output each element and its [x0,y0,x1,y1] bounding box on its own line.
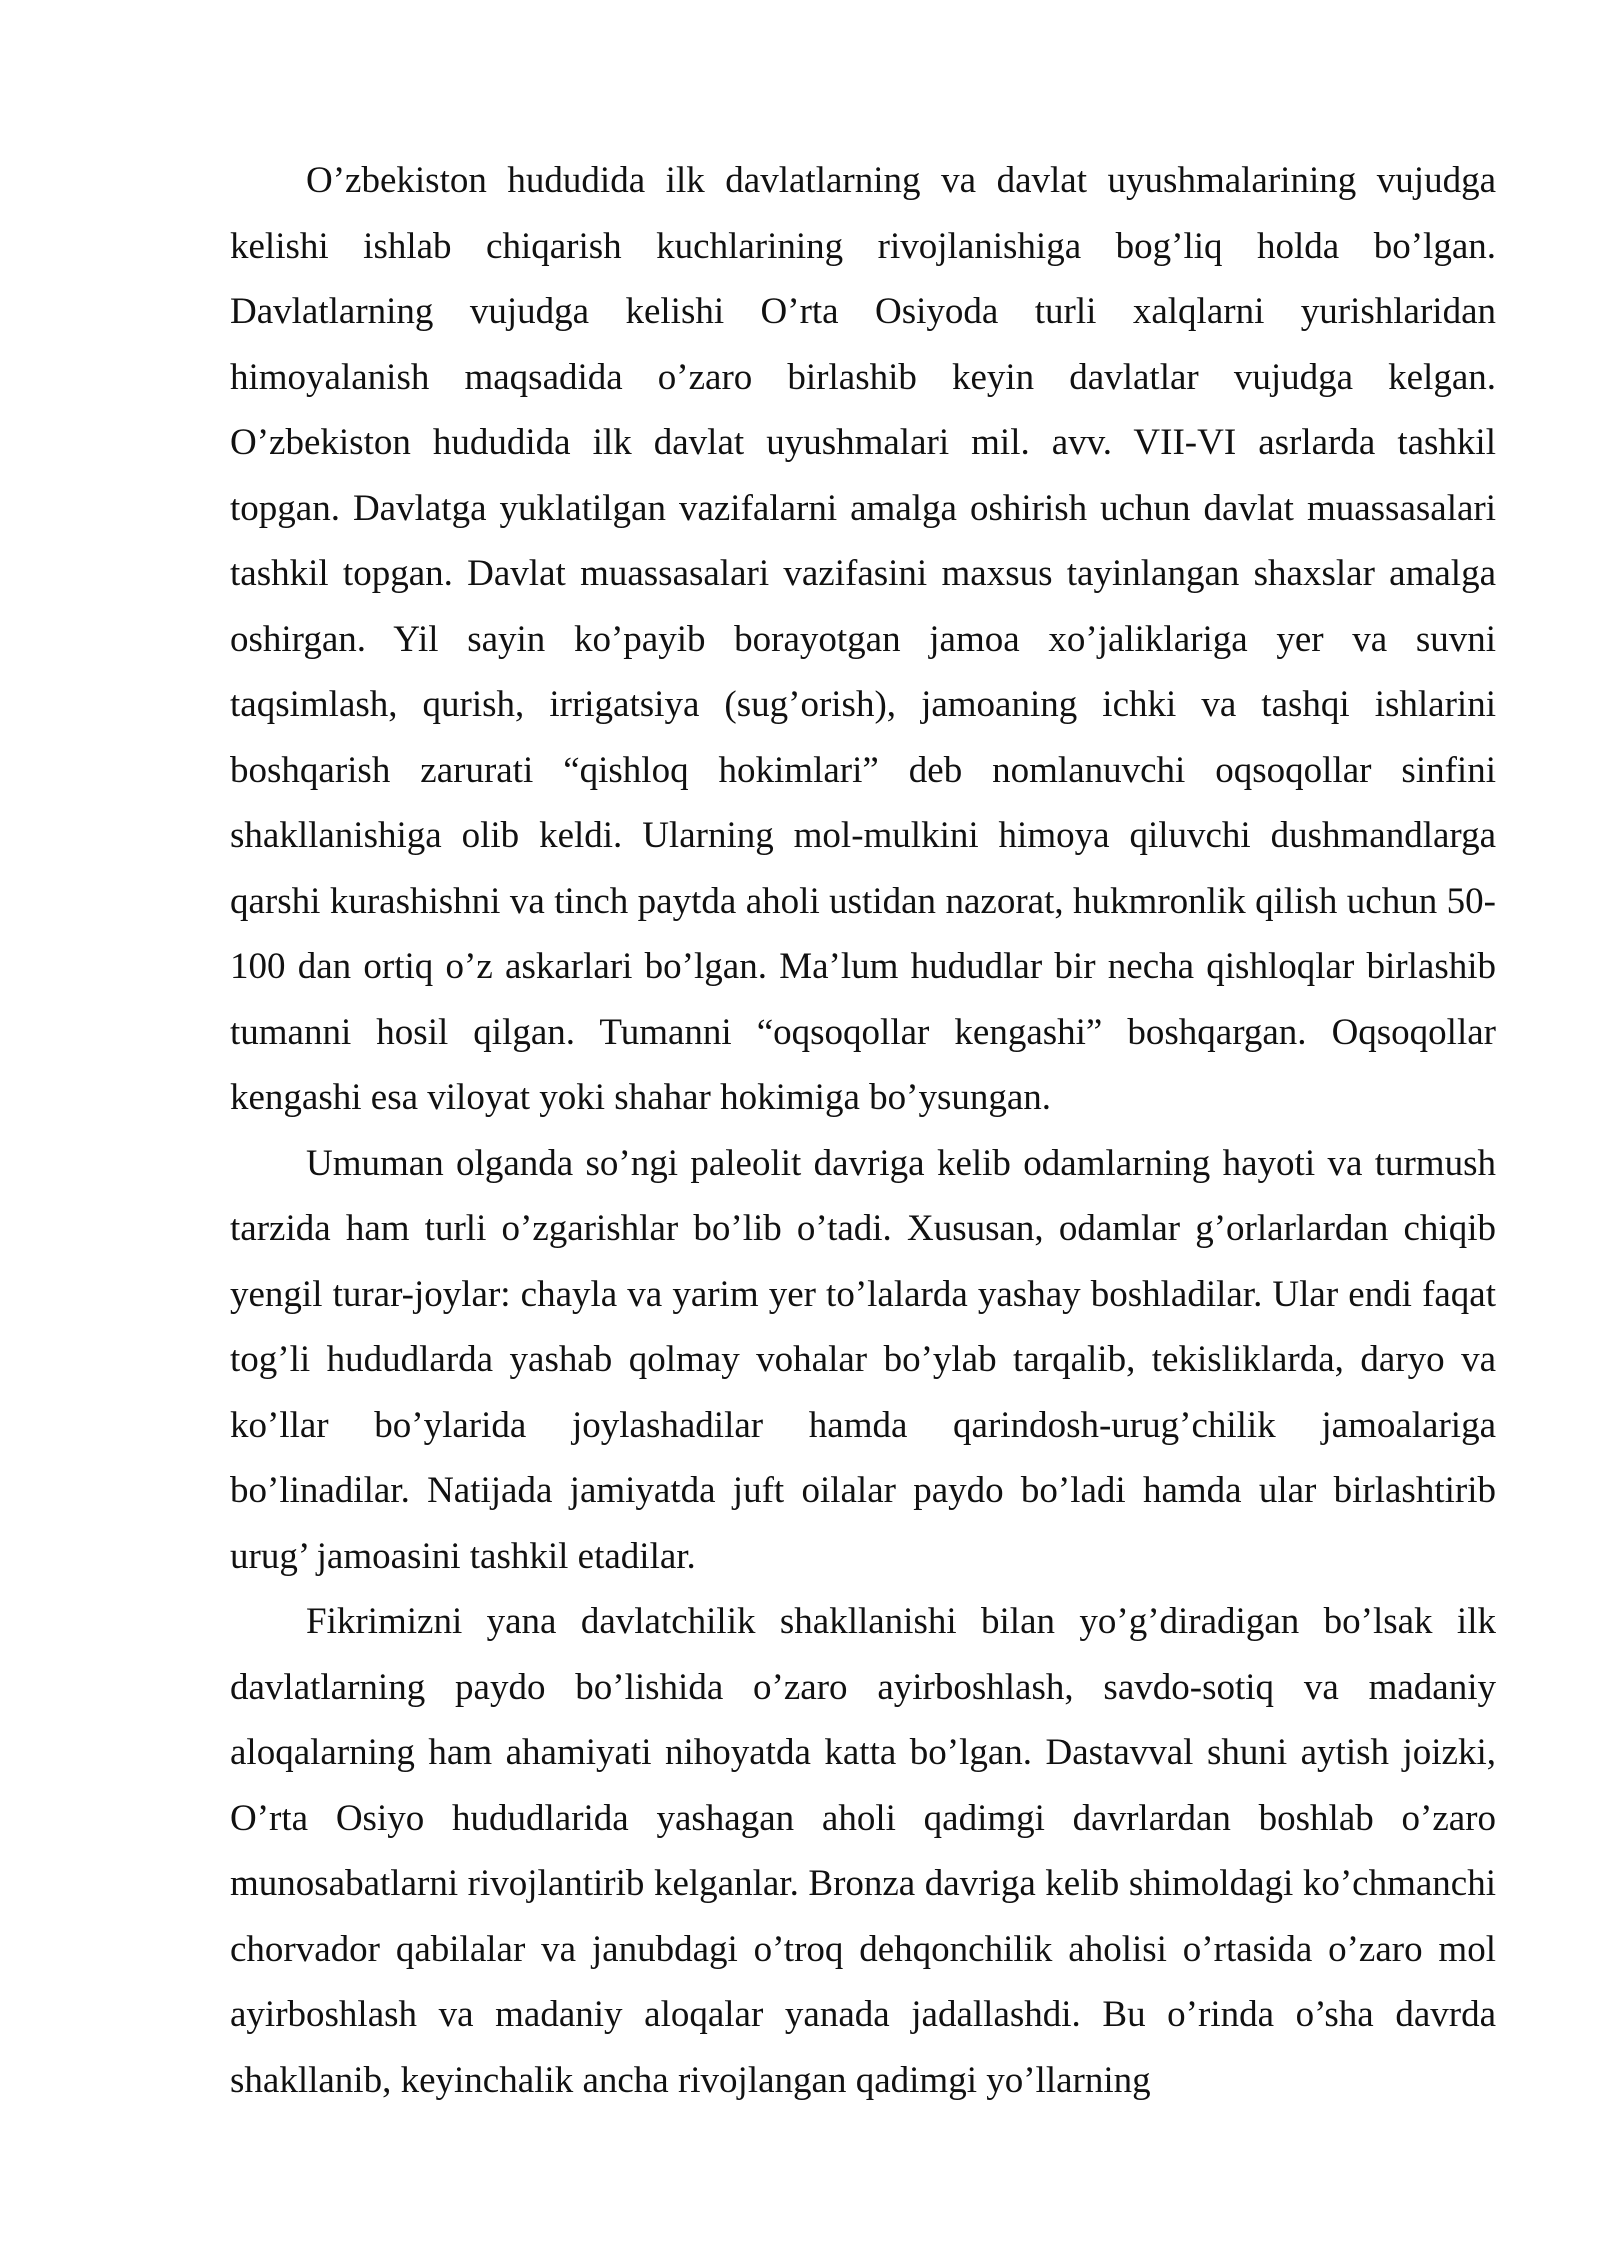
paragraph-1: O’zbekiston hududida ilk davlatlarning va davlat uyushmalarining vujudga kelishi ishlab chiqarish kuchlarining rivojlanishiga bog’liq holda bo’lgan. Davlatlarning vujudga kelishi O’rta Osiyoda turli xalqlarni yurishlaridan himoyalanish maqsadida o’zaro birlashib keyin davlatlar vujudga kelgan. O’zbekiston hududida ilk davlat uyushmalari mil. avv. VII-VI asrlarda tashkil topgan. Davlatga yuklatilgan vazifalarni amalga oshirish uchun davlat muassasalari tashkil topgan. Davlat muassasalari vazifasini maxsus tayinlangan shaxslar amalga oshirgan. Yil sayin ko’payib borayotgan jamoa xo’jaliklariga yer va suvni taqsimlash, qurish, irrigatsiya (sug’orish), jamoaning ichki va tashqi ishlarini boshqarish zarurati “qishloq hokimlari” deb nomlanuvchi oqsoqollar sinfini shakllanishiga olib keldi. Ularning mol-mulkini himoya qiluvchi dushmandlarga qarshi kurashishni va tinch paytda aholi ustidan nazorat, hukmronlik qilish uchun 50-100 dan ortiq o’z askarlari bo’lgan. Ma’lum hududlar bir necha qishloqlar birlashib tumanni hosil qilgan. Tumanni “oqsoqollar kengashi” boshqargan. Oqsoqollar kengashi esa viloyat yoki shahar hokimiga bo’ysungan. [230,160,1496,1118]
paragraph-3: Fikrimizni yana davlatchilik shakllanishi bilan yo’g’diradigan bo’lsak ilk davlatlarning paydo bo’lishida o’zaro ayirboshlash, savdo-sotiq va madaniy aloqalarning ham ahamiyati nihoyatda katta bo’lgan. Dastavval shuni aytish joizki, O’rta Osiyo hududlarida yashagan aholi qadimgi davrlardan boshlab o’zaro munosabatlarni rivojlantirib kelganlar. Bronza davriga kelib shimoldagi ko’chmanchi chorvador qabilalar va janubdagi o’troq dehqonchilik aholisi o’rtasida o’zaro mol ayirboshlash va madaniy aloqalar yanada jadallashdi. Bu o’rinda o’sha davrda shakllanib, keyinchalik ancha rivojlangan qadimgi yo’llarning [230,1601,1496,2101]
paragraph-2: Umuman olganda so’ngi paleolit davriga kelib odamlarning hayoti va turmush tarzida ham turli o’zgarishlar bo’lib o’tadi. Xususan, odamlar g’orlarlardan chiqib yengil turar-joylar: chayla va yarim yer to’lalarda yashay boshladilar. Ular endi faqat tog’li hududlarda yashab qolmay vohalar bo’ylab tarqalib, tekisliklarda, daryo va ko’llar bo’ylarida joylashadilar hamda qarindosh-urug’chilik jamoalariga bo’linadilar. Natijada jamiyatda juft oilalar paydo bo’ladi hamda ular birlashtirib urug’ jamoasini tashkil etadilar. [230,1142,1496,1577]
body-text [230,148,1496,2113]
